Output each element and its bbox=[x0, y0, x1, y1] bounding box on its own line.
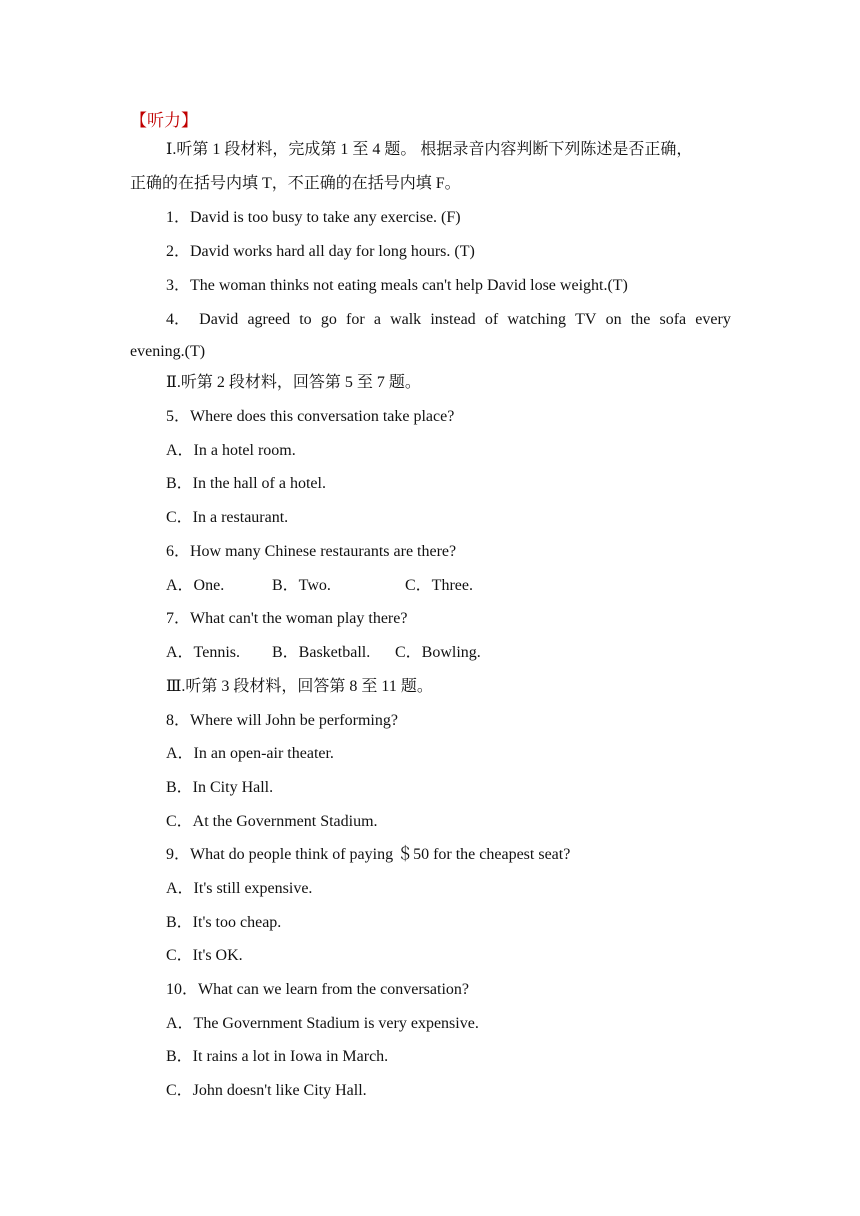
question-3: 3．The woman thinks not eating meals can't help David lose weight.(T) bbox=[166, 277, 628, 294]
question-4-word: go bbox=[320, 311, 337, 328]
question-4-word: the bbox=[630, 311, 651, 328]
question-9-option-c: C．It's OK. bbox=[166, 947, 243, 964]
question-6-option-c: C．Three. bbox=[405, 577, 473, 594]
question-4-word: agreed bbox=[247, 311, 291, 328]
question-6-option-a: A．One. bbox=[166, 577, 225, 594]
question-1: 1．David is too busy to take any exercise. (F) bbox=[166, 209, 461, 226]
question-5-option-b: B．In the hall of a hotel. bbox=[166, 475, 326, 492]
question-9-option-b: B．It's too cheap. bbox=[166, 914, 282, 931]
question-9: 9．What do people think of paying ＄50 for the cheapest seat? bbox=[166, 846, 571, 863]
question-4-word: TV bbox=[575, 311, 597, 328]
question-4-line1 bbox=[166, 310, 731, 330]
question-7: 7．What can't the woman play there? bbox=[166, 610, 408, 627]
question-5-option-a: A．In a hotel room. bbox=[166, 442, 296, 459]
question-4-word: to bbox=[299, 311, 312, 328]
question-4-line2: evening.(T) bbox=[130, 343, 206, 360]
question-7-option-b: B．Basketball. bbox=[272, 644, 371, 661]
question-8: 8．Where will John be performing? bbox=[166, 712, 398, 729]
question-4-word: instead bbox=[430, 311, 476, 328]
question-8-option-b: B．In City Hall. bbox=[166, 779, 274, 796]
question-4-word: David bbox=[199, 311, 239, 328]
question-6-option-b: B．Two. bbox=[272, 577, 331, 594]
question-10-option-b: B．It rains a lot in Iowa in March. bbox=[166, 1048, 389, 1065]
question-7-option-a: A．Tennis. bbox=[166, 644, 240, 661]
question-8-option-c: C．At the Government Stadium. bbox=[166, 813, 378, 830]
question-4-word: on bbox=[605, 311, 622, 328]
question-4-word: of bbox=[484, 311, 499, 328]
question-2: 2．David works hard all day for long hours. (T) bbox=[166, 243, 475, 260]
section2-instruction: Ⅱ.听第 2 段材料，回答第 5 至 7 题。 bbox=[166, 374, 421, 391]
section1-instruction-line1: Ⅰ.听第 1 段材料，完成第 1 至 4 题。 根据录音内容判断下列陈述是否正确， bbox=[166, 141, 693, 158]
question-5: 5．Where does this conversation take place? bbox=[166, 408, 455, 425]
question-4-word: for bbox=[346, 311, 365, 328]
question-4-word: walk bbox=[390, 311, 422, 328]
section1-instruction-line2: 正确的在括号内填 T，不正确的在括号内填 F。 bbox=[130, 175, 461, 192]
section-heading: 【听力】 bbox=[130, 111, 198, 130]
question-10: 10．What can we learn from the conversation? bbox=[166, 981, 469, 998]
question-4-word: every bbox=[695, 311, 731, 328]
question-4-word: watching bbox=[507, 311, 566, 328]
question-10-option-a: A．The Government Stadium is very expensive. bbox=[166, 1015, 479, 1032]
question-4-word: 4． bbox=[166, 311, 191, 328]
question-9-option-a: A．It's still expensive. bbox=[166, 880, 313, 897]
question-10-option-c: C．John doesn't like City Hall. bbox=[166, 1082, 367, 1099]
question-4-word: sofa bbox=[659, 311, 687, 328]
question-5-option-c: C．In a restaurant. bbox=[166, 509, 289, 526]
section3-instruction: Ⅲ.听第 3 段材料，回答第 8 至 11 题。 bbox=[166, 678, 433, 695]
question-6: 6．How many Chinese restaurants are there? bbox=[166, 543, 457, 560]
question-7-option-c: C．Bowling. bbox=[395, 644, 481, 661]
question-4-word: a bbox=[373, 311, 381, 328]
question-8-option-a: A．In an open-air theater. bbox=[166, 745, 334, 762]
